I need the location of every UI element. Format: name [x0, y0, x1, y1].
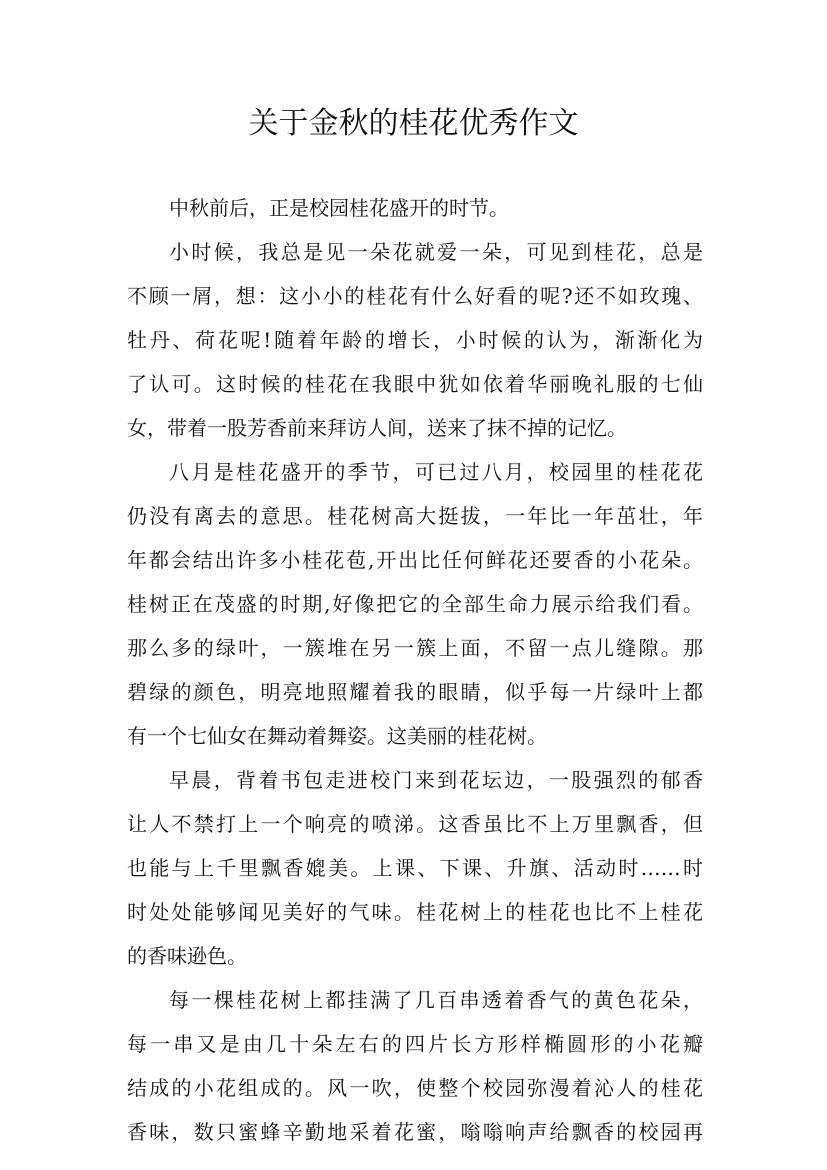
text-line: 香味，数只蜜蜂辛勤地采着花蜜，嗡嗡响声给飘香的校园再	[127, 1120, 703, 1144]
text-line: 小时候，我总是见一朵花就爱一朵，可见到桂花，总是	[169, 240, 703, 264]
text-line: 碧绿的颜色，明亮地照耀着我的眼睛，似乎每一片绿叶上都	[127, 680, 703, 704]
text-line: 结成的小花组成的。风一吹，使整个校园弥漫着沁人的桂花	[127, 1076, 703, 1100]
text-line: 牡丹、荷花呢!随着年龄的增长，小时候的认为，渐渐化为	[127, 328, 703, 352]
text-line: 桂树正在茂盛的时期,好像把它的全部生命力展示给我们看。	[127, 592, 703, 616]
text-line: 早晨，背着书包走进校门来到花坛边，一股强烈的郁香	[169, 768, 703, 792]
document-body	[127, 186, 703, 1154]
text-line: 每一串又是由几十朵左右的四片长方形样椭圆形的小花瓣	[127, 1032, 703, 1056]
text-line: 不顾一屑，想：这小小的桂花有什么好看的呢?还不如玫瑰、	[127, 284, 703, 308]
text-line: 女，带着一股芳香前来拜访人间，送来了抹不掉的记忆。	[127, 416, 627, 440]
text-line: 也能与上千里飘香媲美。上课、下课、升旗、活动时……时	[127, 856, 703, 880]
document-title: 关于金秋的桂花优秀作文	[248, 106, 579, 141]
text-line: 的香味逊色。	[127, 944, 247, 968]
text-line: 年都会结出许多小桂花苞,开出比任何鲜花还要香的小花朵。	[127, 548, 703, 572]
text-line: 中秋前后，正是校园桂花盛开的时节。	[169, 196, 509, 220]
text-line: 八月是桂花盛开的季节，可已过八月，校园里的桂花花	[169, 460, 703, 484]
text-line: 了认可。这时候的桂花在我眼中犹如依着华丽晚礼服的七仙	[127, 372, 703, 396]
text-line: 时处处能够闻见美好的气味。桂花树上的桂花也比不上桂花	[127, 900, 703, 924]
text-line: 每一棵桂花树上都挂满了几百串透着香气的黄色花朵，	[169, 988, 703, 1012]
text-line: 让人不禁打上一个响亮的喷涕。这香虽比不上万里飘香，但	[127, 812, 703, 836]
text-line: 那么多的绿叶，一簇堆在另一簇上面，不留一点儿缝隙。那	[127, 636, 703, 660]
text-line: 仍没有离去的意思。桂花树高大挺拔，一年比一年茁壮，年	[127, 504, 703, 528]
text-line: 有一个七仙女在舞动着舞姿。这美丽的桂花树。	[127, 724, 547, 748]
